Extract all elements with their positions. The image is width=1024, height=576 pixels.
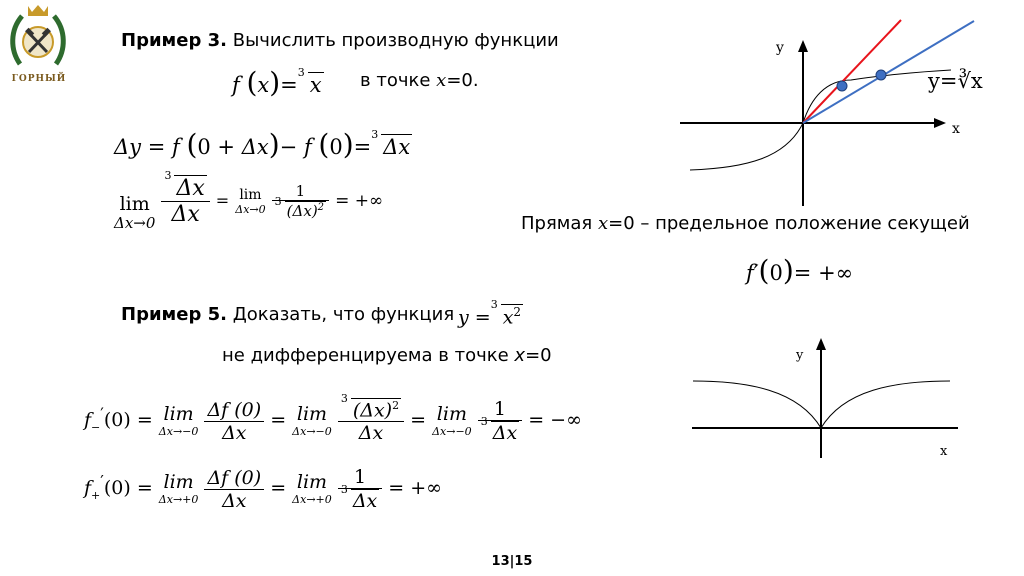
laurel-emblem-icon: [8, 2, 68, 74]
example5-label: Пример 5.: [121, 304, 227, 325]
delta-y-formula: Δy = f (0 + Δx)− f (0)= 3 Δx: [114, 128, 411, 161]
point-var: x: [436, 70, 447, 91]
logo-text: ГОРНЫЙ: [11, 74, 67, 84]
x-axis-arrow-icon: [934, 118, 946, 128]
y-axis-label: y: [776, 40, 784, 56]
example5-function: y = 3 $x^2$: [458, 298, 522, 329]
point-text: в точке: [360, 70, 431, 91]
example5-line2: [222, 345, 552, 366]
point-val: =0.: [446, 70, 479, 91]
cusp-graph: [688, 335, 968, 461]
secant-var: x: [597, 213, 609, 234]
x-axis-label: x: [940, 444, 948, 459]
tangent-line: [803, 20, 901, 123]
y-axis-label: y: [796, 348, 804, 363]
x-axis-label: x: [952, 121, 960, 137]
cube-root-curve: [690, 70, 951, 170]
page-number: 13|15: [491, 554, 533, 569]
intersection-point: [876, 70, 886, 80]
intersection-point: [837, 81, 847, 91]
secant-caption: [521, 213, 970, 234]
line2-var: x: [514, 345, 526, 366]
example3-heading: [121, 30, 559, 51]
line2-val: =0: [525, 345, 552, 366]
function-formula: f (x)= 3 x: [232, 66, 322, 99]
example3-point: [360, 70, 479, 91]
derivative-result: f′(0)= +∞: [746, 254, 854, 287]
logo: [8, 2, 68, 88]
example5-heading: [121, 304, 454, 325]
curve-label: y=∛x: [928, 69, 983, 93]
y-axis-arrow-icon: [816, 338, 826, 350]
example3-text: Вычислить производную функции: [232, 30, 559, 51]
example3-label: Пример 3.: [121, 30, 227, 51]
right-derivative-formula: $f_+'(0)$ = lim Δx→+0 $\frac{\Delta f (0)}{\Delta x}$ = lim Δx→+0 1 3 Δx = +∞: [84, 466, 443, 512]
y-axis-arrow-icon: [798, 40, 808, 52]
limit-formula: lim Δx→0 3 Δx Δx = lim Δx→0 1 3 $(\Delta x)^2$ = +∞: [114, 169, 384, 232]
secant-prefix: Прямая: [521, 213, 593, 234]
cube-root-graph: [676, 18, 1016, 210]
line2-text: не дифференцируема в точке: [222, 345, 509, 366]
example5-text: Доказать, что функция: [232, 304, 455, 325]
left-derivative-formula: $f_-'(0)$ = lim Δx→−0 $\frac{\Delta f (0)}{\Delta x}$ = lim Δx→−0 3 $(\Delta x)^2$ Δx = lim Δx→−0 1 3 Δx = −∞: [84, 392, 582, 445]
secant-suffix: =0 – предельное положение секущей: [608, 213, 970, 234]
